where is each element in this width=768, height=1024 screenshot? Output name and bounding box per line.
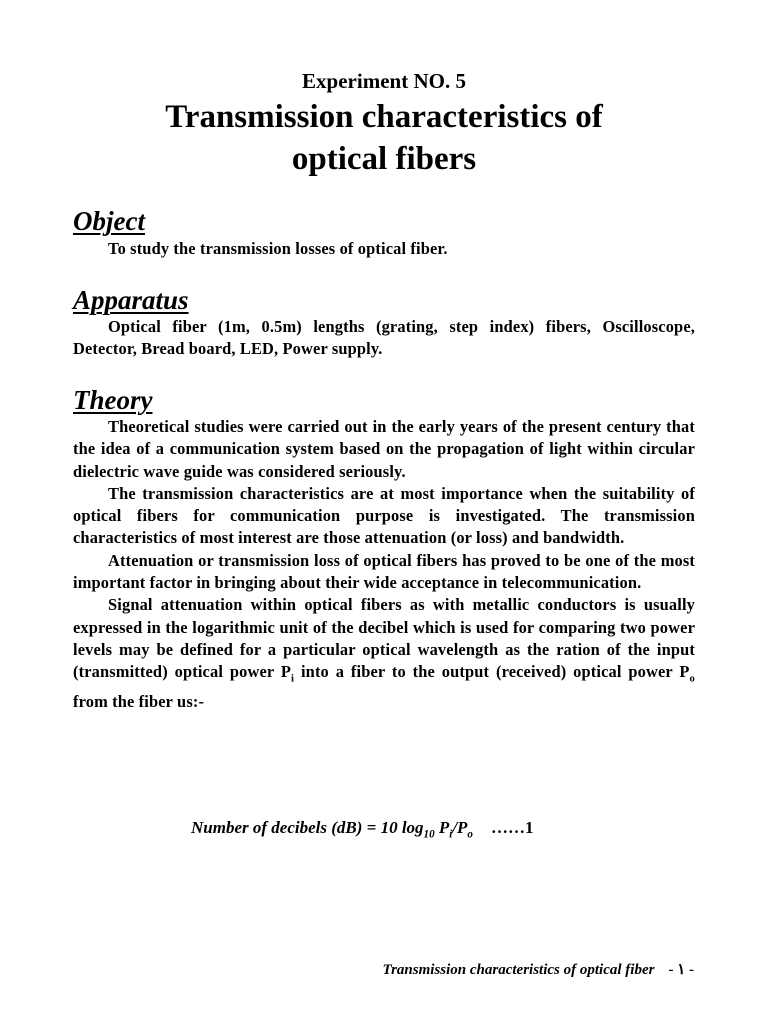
object-paragraph: To study the transmission losses of optical fiber. bbox=[108, 239, 448, 258]
equation-number: ……1 bbox=[490, 818, 534, 837]
formula-slash-p: /P bbox=[452, 818, 468, 837]
apparatus-text bbox=[73, 316, 695, 361]
formula-sub-i: i bbox=[449, 828, 453, 841]
object-heading: Object bbox=[73, 206, 145, 236]
decibel-formula bbox=[191, 818, 533, 840]
footer-running-title: Transmission characteristics of optical fiber bbox=[382, 962, 655, 978]
para4-part-1: Signal attenuation within optical fibers as with metallic conductors is usually expressed in the logarithmic unit of the decibel which is used for comparing two power levels may be defined for a particular optical wavelength as the ration of the input (transmitted) optical power P bbox=[73, 595, 695, 682]
experiment-number: Experiment NO. 5 bbox=[302, 69, 466, 93]
theory-paragraph-3: Attenuation or transmission loss of optical fibers has proved to be one of the most important factor in bringing about their wide acceptance in telecommunication. bbox=[73, 550, 695, 593]
apparatus-heading: Apparatus bbox=[73, 285, 189, 315]
formula-p: P bbox=[434, 818, 450, 837]
para4-part-2: into a fiber to the output (received) optical power P bbox=[294, 662, 690, 682]
apparatus-paragraph: Optical fiber (1m, 0.5m) lengths (grating, step index) fibers, Oscilloscope, Detector, Bread board, LED, Power supply. bbox=[73, 317, 695, 359]
page-title bbox=[73, 96, 695, 180]
theory-paragraph-2: The transmission characteristics are at most importance when the suitability of optical fibers for communication purpose is investigated. The transmission characteristics of most interest are those attenuation (or loss) and bandwidth. bbox=[73, 483, 695, 548]
theory-heading: Theory bbox=[73, 385, 153, 415]
power-input-subscript: i bbox=[291, 673, 295, 685]
para4-part-3: from the fiber us:- bbox=[73, 691, 205, 711]
theory-paragraph-1: Theoretical studies were carried out in the early years of the present century that the idea of a communication system based on the propagation of light within circular dielectric wave guide was considered seriously. bbox=[73, 417, 695, 481]
theory-paragraph-4 bbox=[73, 594, 695, 713]
theory-text bbox=[73, 416, 695, 713]
object-text bbox=[73, 238, 695, 260]
log-base: 10 bbox=[423, 828, 435, 841]
power-output-subscript: o bbox=[689, 673, 695, 685]
formula-sub-o: o bbox=[467, 828, 473, 841]
title-line-1: Transmission characteristics of bbox=[165, 99, 603, 135]
page-footer bbox=[382, 960, 694, 979]
formula-lhs: Number of decibels (dB) = 10 log bbox=[191, 818, 424, 837]
title-line-2: optical fibers bbox=[291, 141, 477, 177]
footer-page-number: - ١ - bbox=[668, 962, 694, 978]
